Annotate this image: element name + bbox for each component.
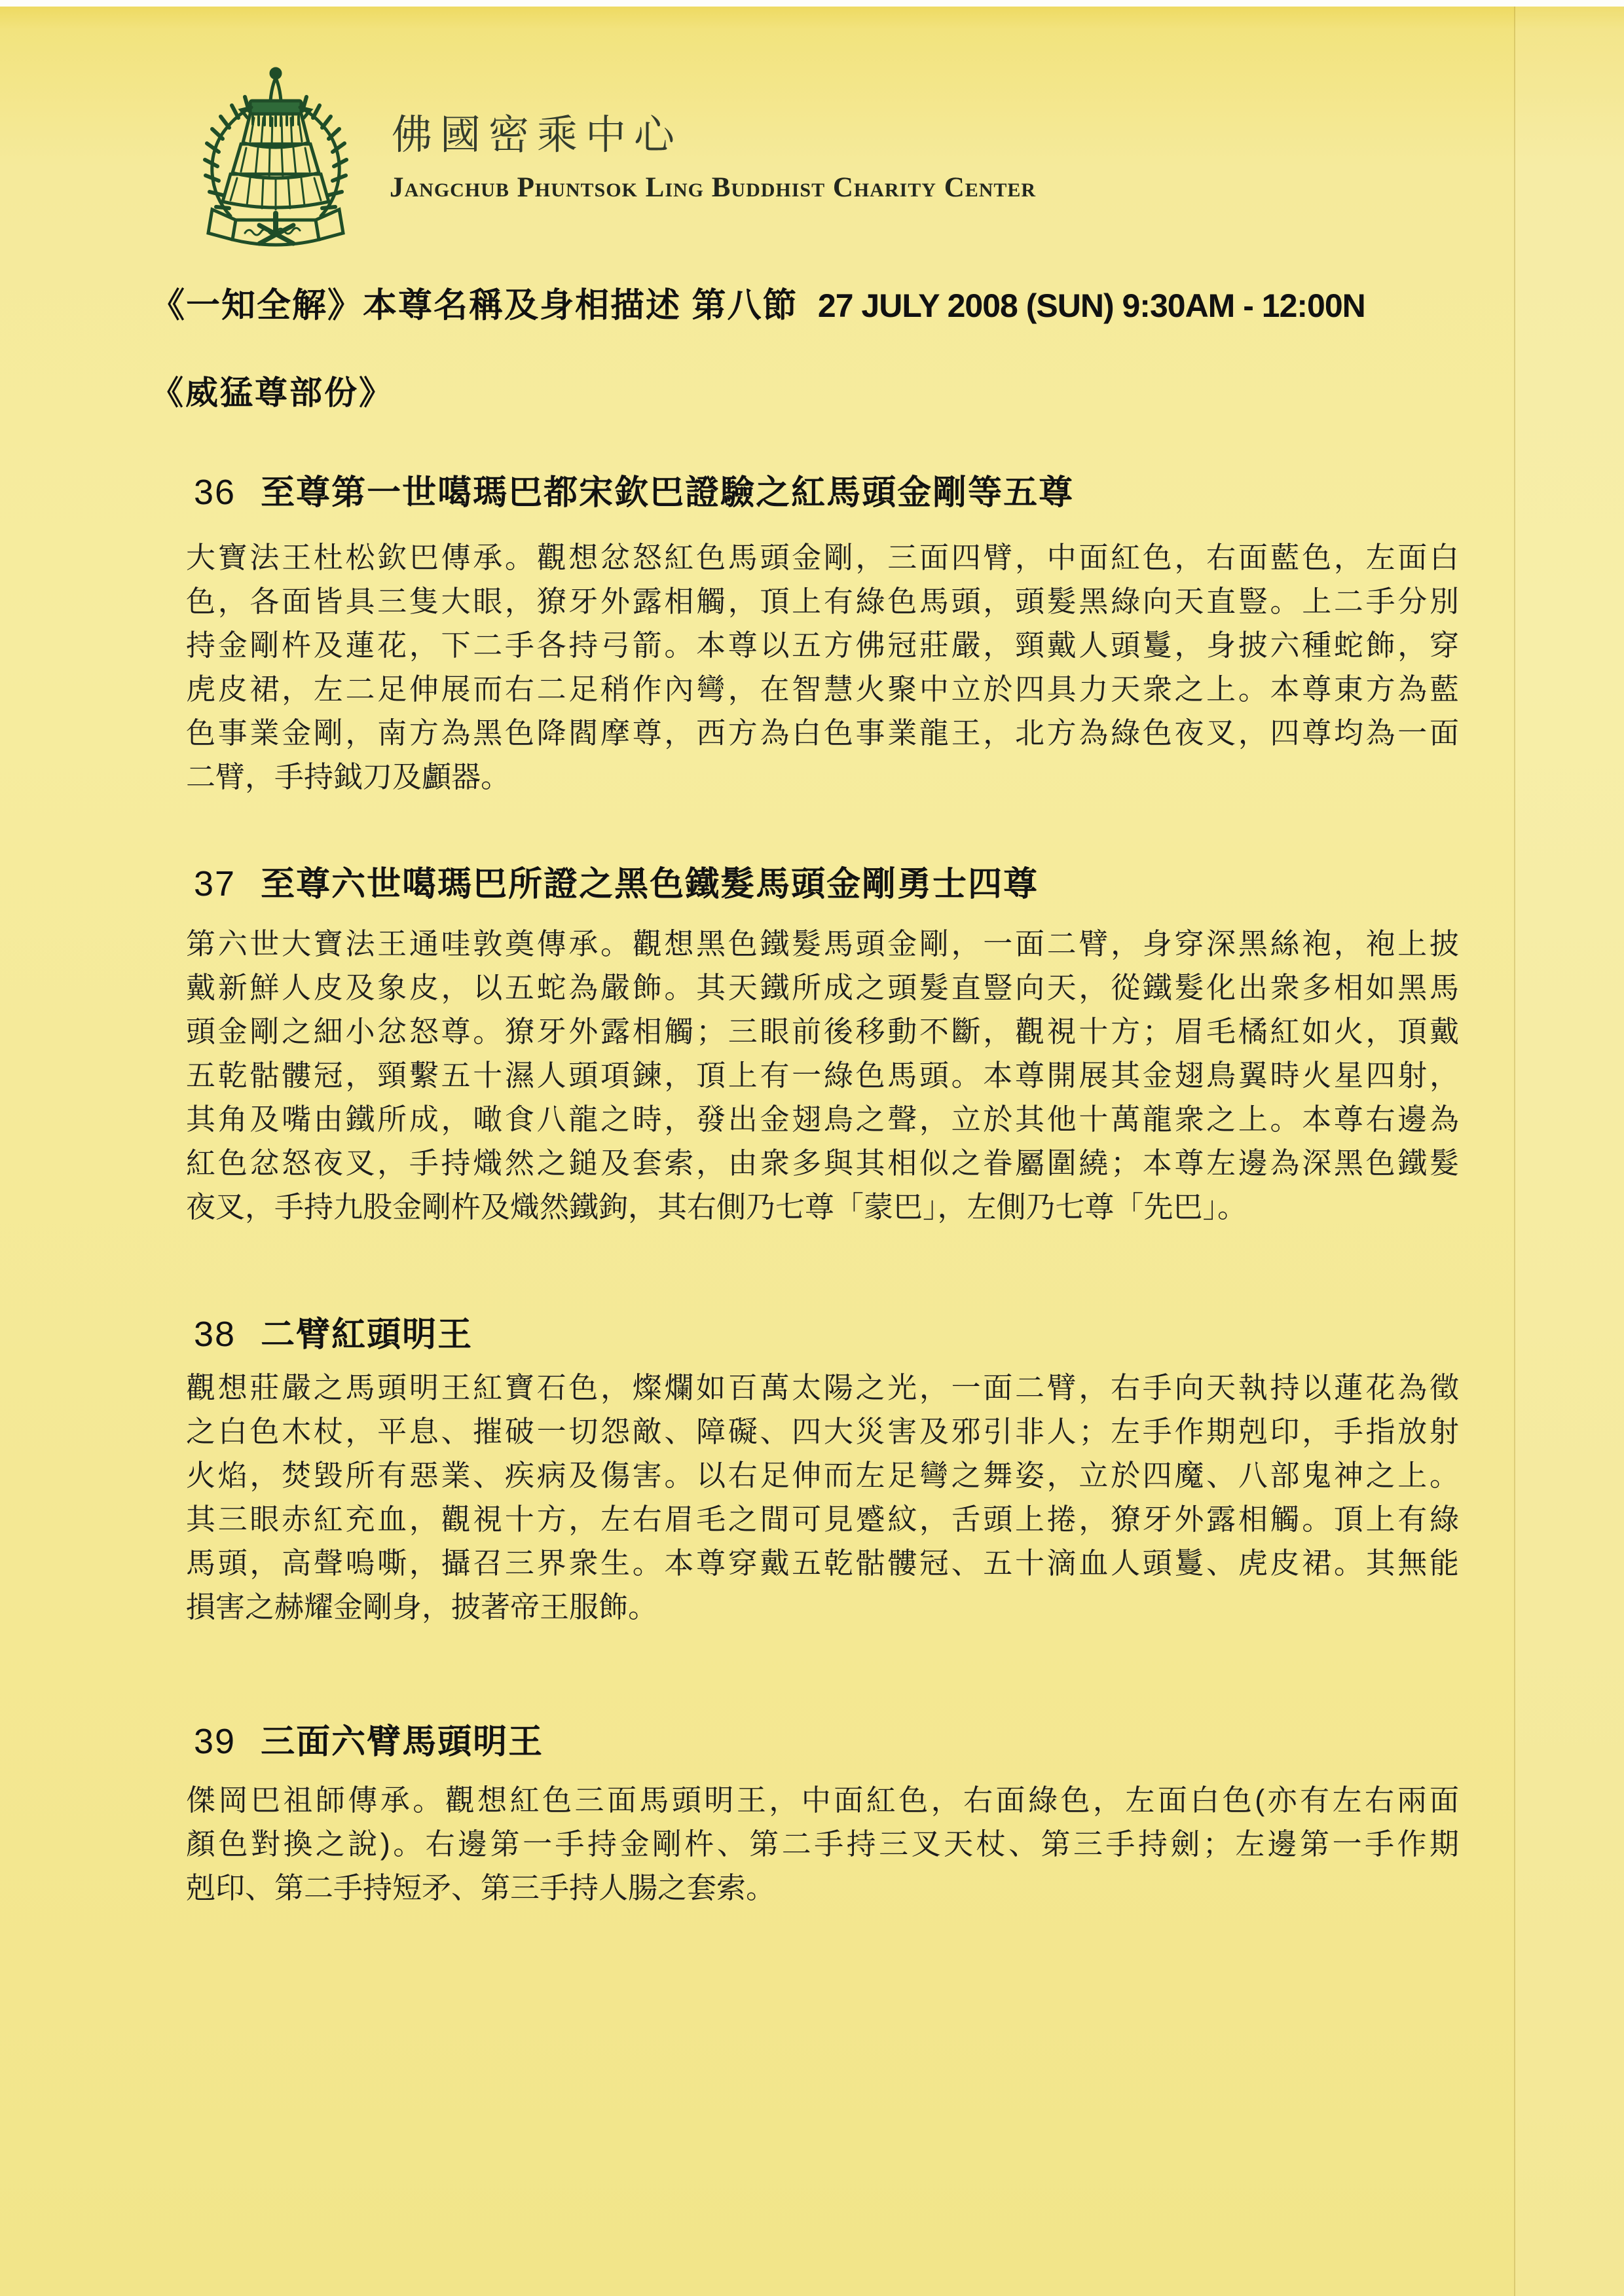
body-text-line: 其三眼赤紅充血，觀視十方，左右眉毛之間可見蹙紋，舌頭上捲，獠牙外露相觸。頂上有綠	[186, 1503, 1459, 1536]
body-text-line: 顏色對換之說)。右邊第一手持金剛杵、第二手持三叉天杖、第三手持劍；左邊第一手作期	[186, 1827, 1459, 1861]
document-title-datetime: 27 JULY 2008 (SUN) 9:30AM - 12:00N	[817, 287, 1365, 324]
body-text-line: 虎皮裙，左二足伸展而右二足稍作內彎，在智慧火聚中立於四具力天衆之上。本尊東方為藍	[186, 672, 1459, 706]
body-text-line: 觀想莊嚴之馬頭明王紅寶石色，燦爛如百萬太陽之光，一面二臂，右手向天執持以蓮花為徵	[186, 1371, 1459, 1404]
document-subtitle: 《威猛尊部份》	[151, 374, 394, 411]
body-text-line: 其角及嘴由鐵所成，噉食八龍之時，發出金翅鳥之聲，立於其他十萬龍衆之上。本尊右邊為	[186, 1102, 1459, 1136]
section-number: 39	[194, 1722, 236, 1761]
section-36-heading	[194, 465, 1074, 514]
section-number: 38	[194, 1315, 236, 1354]
section-number: 36	[194, 473, 236, 512]
body-text-line: 大寶法王杜松欽巴傳承。觀想忿怒紅色馬頭金剛，三面四臂，中面紅色，右面藍色，左面白	[186, 541, 1459, 574]
paper-right-margin	[1515, 7, 1624, 2296]
section-title: 至尊第一世噶瑪巴都宋欽巴證驗之紅馬頭金剛等五尊	[261, 474, 1075, 512]
body-text-line: 二臂，手持鉞刀及顱器。	[186, 760, 511, 793]
document-title	[151, 278, 1365, 327]
section-38-heading	[194, 1307, 473, 1356]
section-number: 37	[194, 864, 236, 903]
section-39-body	[186, 1778, 1459, 1910]
section-36-body	[186, 536, 1459, 799]
body-text-line: 夜叉，手持九股金剛杵及熾然鐵鉤，其右側乃七尊「蒙巴」，左側乃七尊「先巴」。	[186, 1190, 1247, 1224]
section-39-heading	[194, 1714, 544, 1763]
document-title-chinese: 《一知全解》本尊名稱及身相描述 第八節	[151, 287, 798, 325]
org-name-english: Jangchub Phuntsok Ling Buddhist Charity Center	[390, 172, 1037, 203]
body-text-line: 第六世大寶法王通哇敦奠傳承。觀想黑色鐵髮馬頭金剛，一面二臂，身穿深黑絲袍，袍上披	[186, 927, 1459, 960]
body-text-line: 之白色木杖，平息、摧破一切怨敵、障礙、四大災害及邪引非人；左手作期剋印，手指放射	[186, 1415, 1459, 1448]
section-title: 至尊六世噶瑪巴所證之黑色鐵髮馬頭金剛勇士四尊	[261, 866, 1039, 903]
org-name-chinese: 佛國密乘中心	[392, 113, 683, 158]
body-text-line: 剋印、第二手持短矛、第三手持人腸之套索。	[186, 1871, 776, 1904]
body-text-line: 色事業金剛，南方為黑色降閻摩尊，西方為白色事業龍王，北方為綠色夜叉，四尊均為一面	[186, 716, 1459, 750]
body-text-line: 紅色忿怒夜叉，手持熾然之鎚及套索，由衆多與其相似之眷屬圍繞；本尊左邊為深黑色鐵髮	[186, 1146, 1459, 1180]
section-title: 三面六臂馬頭明王	[261, 1723, 544, 1761]
section-37-heading	[194, 856, 1039, 905]
body-text-line: 持金剛杵及蓮花，下二手各持弓箭。本尊以五方佛冠莊嚴，頸戴人頭鬘，身披六種蛇飾，穿	[186, 629, 1459, 662]
body-text-line: 五乾骷髏冠，頸繫五十濕人頭項鍊，頂上有一綠色馬頭。本尊開展其金翅鳥翼時火星四射，	[186, 1059, 1459, 1092]
section-38-body	[186, 1366, 1459, 1629]
section-37-body	[186, 922, 1459, 1229]
section-title: 二臂紅頭明王	[261, 1316, 473, 1354]
body-text-line: 戴新鮮人皮及象皮，以五蛇為嚴飾。其天鐵所成之頭髮直豎向天，從鐵髮化出衆多相如黑馬	[186, 971, 1459, 1004]
body-text-line: 馬頭，高聲嗚嘶，攝召三界衆生。本尊穿戴五乾骷髏冠、五十滴血人頭鬘、虎皮裙。其無能	[186, 1546, 1459, 1580]
body-text-line: 火焰，焚毀所有惡業、疾病及傷害。以右足伸而左足彎之舞姿，立於四魔、八部鬼神之上。	[186, 1459, 1459, 1492]
body-text-line: 傑岡巴祖師傳承。觀想紅色三面馬頭明王，中面紅色，右面綠色，左面白色(亦有左右兩面	[186, 1783, 1459, 1817]
body-text-line: 色，各面皆具三隻大眼，獠牙外露相觸，頂上有綠色馬頭，頭髮黑綠向天直豎。上二手分別	[186, 585, 1459, 618]
body-text-line: 頭金剛之細小忿怒尊。獠牙外露相觸；三眼前後移動不斷，觀視十方；眉毛橘紅如火，頂戴	[186, 1015, 1459, 1048]
stupa-wreath-logo-icon	[190, 63, 361, 254]
body-text-line: 損害之赫耀金剛身，披著帝王服飾。	[186, 1590, 658, 1624]
